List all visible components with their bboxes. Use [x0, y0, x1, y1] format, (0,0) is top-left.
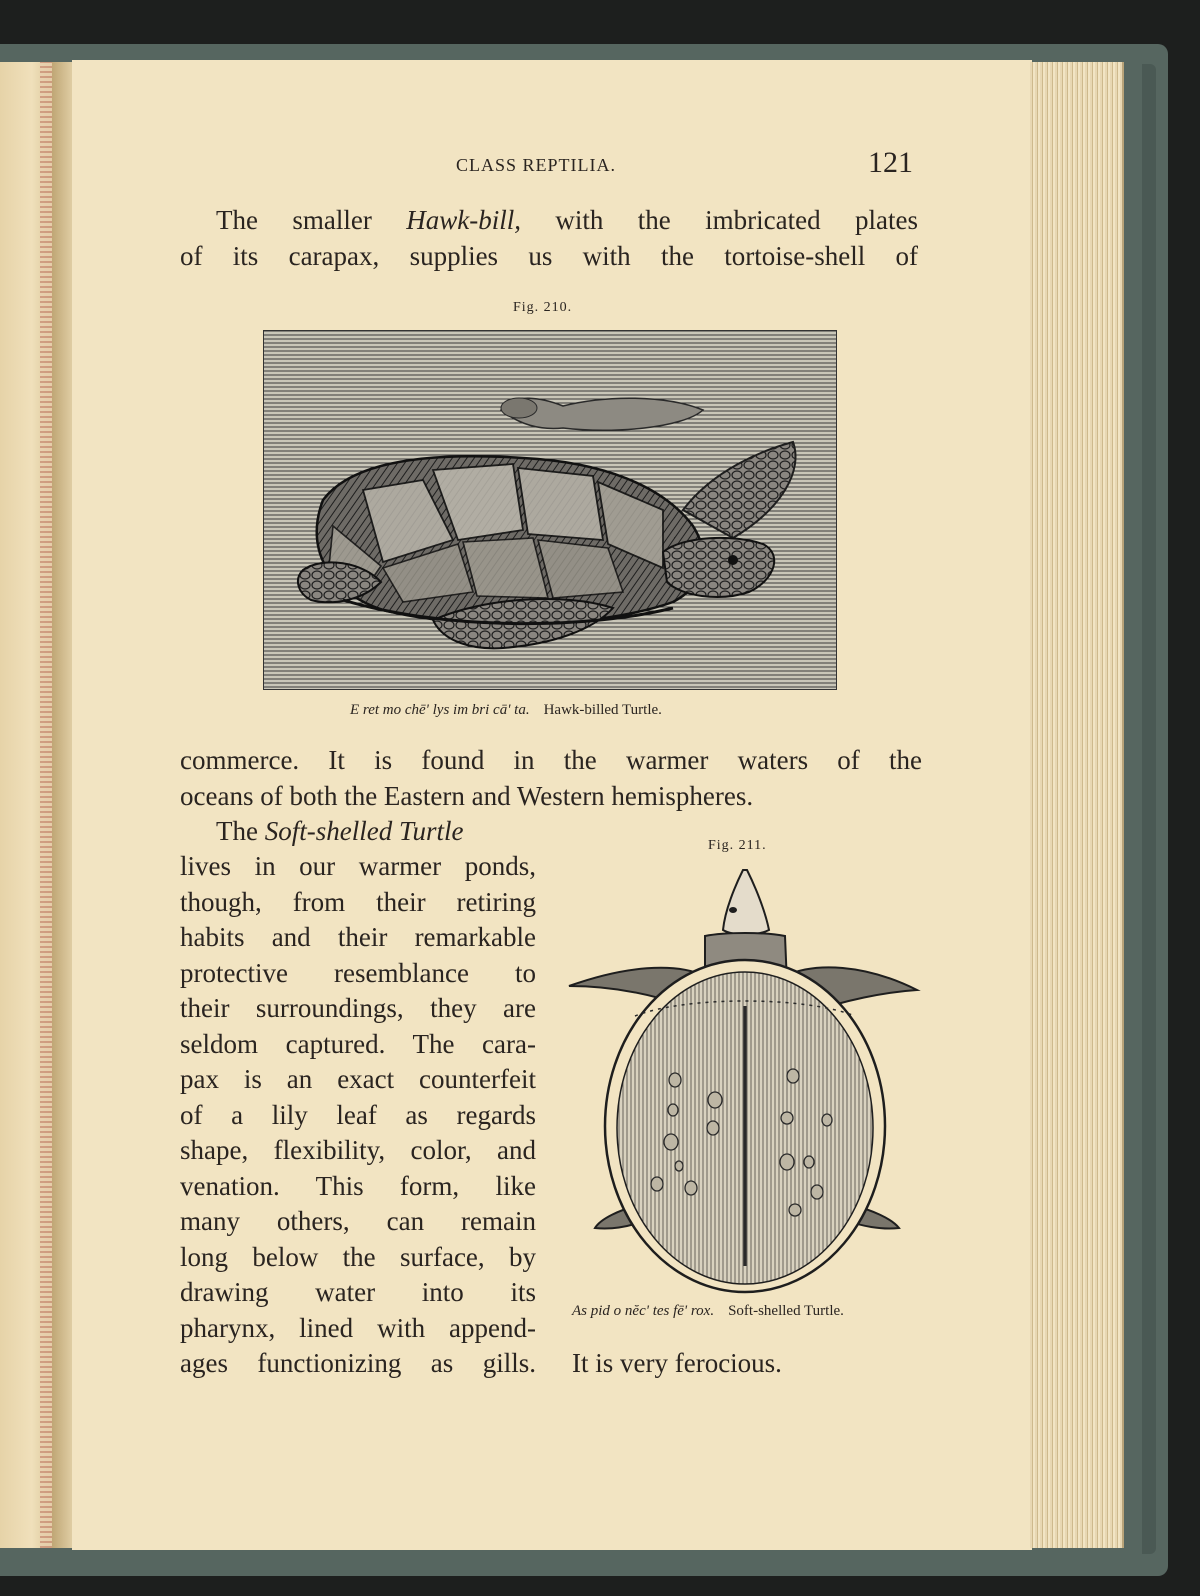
column-line: pharynx, lined with append- — [180, 1313, 536, 1343]
column-line: protective resemblance to — [180, 958, 536, 988]
text-run: of its carapax, supplies us with the tortoise-shell of — [180, 241, 918, 271]
common-name: Soft-shelled Turtle. — [728, 1303, 844, 1319]
column-line: venation. This form, like — [180, 1171, 536, 1201]
running-head: CLASS REPTILIA. — [456, 155, 617, 175]
italic-run: Hawk-bill, — [406, 205, 521, 235]
scientific-name: E ret mo chē' lys im bri cā' ta. — [350, 702, 530, 718]
column-line: of a lily leaf as regards — [180, 1100, 536, 1130]
page-number: 121 — [868, 146, 913, 179]
scientific-name: As pid o nĕc' tes fē' rox. — [572, 1303, 715, 1319]
column-line: shape, flexibility, color, and — [180, 1135, 536, 1165]
figure-label: Fig. 210. — [513, 300, 573, 315]
column-line: habits and their remarkable — [180, 922, 536, 952]
soft-shelled-turtle-illustration — [565, 866, 925, 1298]
final-line: It is very ferocious. — [572, 1348, 782, 1378]
column-line: lives in our warmer ponds, — [180, 851, 536, 881]
intro-line — [180, 205, 918, 236]
text-run: with the imbricated plates — [521, 205, 918, 235]
column-line — [180, 816, 536, 847]
column-line: drawing water into its — [180, 1277, 536, 1307]
figure-caption — [572, 1303, 844, 1320]
text-run: The smaller — [216, 205, 407, 235]
column-line: many others, can remain — [180, 1206, 536, 1236]
column-line: long below the surface, by — [180, 1242, 536, 1272]
common-name: Hawk-billed Turtle. — [543, 702, 662, 718]
column-line: seldom captured. The cara- — [180, 1029, 536, 1059]
text-run: The — [216, 816, 265, 846]
page-stack-edge — [1030, 62, 1124, 1548]
body-line: commerce. It is found in the warmer waters of the — [180, 745, 922, 775]
column-line: pax is an exact counterfeit — [180, 1064, 536, 1094]
intro-line — [180, 241, 918, 272]
cover-edge — [1142, 64, 1156, 1554]
column-line: ages functionizing as gills. — [180, 1348, 536, 1378]
column-line: though, from their retiring — [180, 887, 536, 917]
figure-label: Fig. 211. — [708, 838, 767, 853]
italic-run: Soft-shelled Turtle — [264, 816, 464, 846]
column-line: their surroundings, they are — [180, 993, 536, 1023]
body-line: oceans of both the Eastern and Western hemispheres. — [180, 781, 754, 811]
figure-caption — [350, 702, 662, 719]
hawk-billed-turtle-illustration — [263, 330, 837, 690]
